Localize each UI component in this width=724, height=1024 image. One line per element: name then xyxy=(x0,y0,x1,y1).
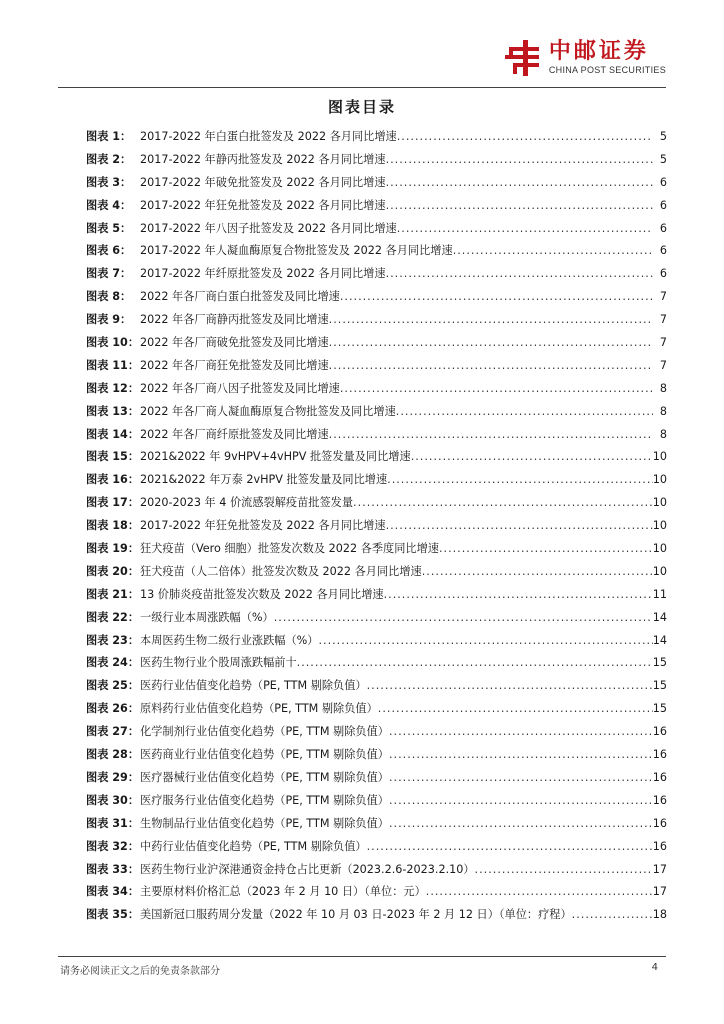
toc-dot-leader xyxy=(329,336,653,349)
toc-dot-leader xyxy=(475,863,653,876)
toc-entry-page: 11 xyxy=(652,587,667,601)
toc-entry[interactable] xyxy=(86,838,667,861)
toc-dot-leader xyxy=(340,382,653,395)
toc-dot-leader xyxy=(386,153,653,166)
toc-entry-label: 图表 4： xyxy=(86,198,132,212)
brand-logo xyxy=(503,38,666,78)
toc-entry[interactable] xyxy=(86,609,667,632)
toc-entry-title: 2022 年各厂商八因子批签发及同比增速 xyxy=(140,381,340,395)
toc-entry-label: 图表 28： xyxy=(86,748,140,762)
toc-entry-page: 17 xyxy=(652,885,667,899)
toc-entry-label: 图表 34： xyxy=(86,885,140,899)
toc-dot-leader xyxy=(386,199,653,212)
toc-entry-page: 7 xyxy=(659,336,667,350)
toc-entry-title: 生物制品行业估值变化趋势（PE, TTM 剔除负值） xyxy=(140,816,389,830)
toc-dot-leader xyxy=(439,542,653,555)
toc-entry-title: 2017-2022 年狂免批签发及 2022 各月同比增速 xyxy=(140,519,386,533)
toc-entry-label: 图表 10： xyxy=(86,336,140,350)
toc-dot-leader xyxy=(386,176,653,189)
toc-entry[interactable] xyxy=(86,426,667,449)
toc-entry-page: 8 xyxy=(659,427,667,441)
toc-entry-title: 2017-2022 年八因子批签发及 2022 各月同比增速 xyxy=(140,221,397,235)
toc-dot-leader xyxy=(389,725,653,738)
toc-entry-title: 2021&2022 年万泰 2vHPV 批签发量及同比增速 xyxy=(140,473,388,487)
toc-entry[interactable] xyxy=(86,471,667,494)
toc-entry-page: 14 xyxy=(652,610,667,624)
header-divider xyxy=(58,87,666,88)
toc-entry[interactable] xyxy=(86,311,667,334)
toc-entry-page: 5 xyxy=(659,130,667,143)
page-header xyxy=(0,0,724,90)
toc-entry-label: 图表 3： xyxy=(86,175,132,189)
toc-entry-page: 6 xyxy=(659,175,667,189)
toc-entry-label: 图表 30： xyxy=(86,793,140,807)
toc-entry[interactable] xyxy=(86,220,667,243)
toc-dot-leader xyxy=(396,405,653,418)
toc-entry-page: 6 xyxy=(659,221,667,235)
toc-entry-page: 10 xyxy=(652,496,667,510)
toc-dot-leader xyxy=(353,496,653,509)
toc-entry-title: 化学制剂行业估值变化趋势（PE, TTM 剔除负值） xyxy=(140,725,389,739)
toc-entry-label: 图表 13： xyxy=(86,404,140,418)
toc-dot-leader xyxy=(378,702,653,715)
toc-dot-leader xyxy=(389,748,653,761)
toc-entry-title: 医疗服务行业估值变化趋势（PE, TTM 剔除负值） xyxy=(140,793,389,807)
toc-entry-page: 15 xyxy=(652,702,667,716)
china-post-logo-icon xyxy=(503,38,543,78)
toc-entry-title: 2017-2022 年静丙批签发及 2022 各月同比增速 xyxy=(140,152,386,166)
toc-entry[interactable] xyxy=(86,265,667,288)
toc-entry-title: 医药行业估值变化趋势（PE, TTM 剔除负值） xyxy=(140,679,367,693)
toc-dot-leader xyxy=(397,222,653,235)
toc-entry[interactable] xyxy=(86,677,667,700)
toc-entry[interactable] xyxy=(86,906,667,929)
toc-dot-leader xyxy=(389,771,653,784)
toc-entry[interactable] xyxy=(86,151,667,174)
toc-entry-page: 6 xyxy=(659,198,667,212)
toc-entry-page: 16 xyxy=(652,793,667,807)
toc-dot-leader xyxy=(422,565,653,578)
toc-entry-page: 16 xyxy=(652,816,667,830)
toc-entry-title: 主要原材料价格汇总（2023 年 2 月 10 日）（单位：元） xyxy=(140,885,426,899)
toc-entry-label: 图表 33： xyxy=(86,862,140,876)
toc-entry-page: 10 xyxy=(652,564,667,578)
toc-entry-label: 图表 29： xyxy=(86,770,140,784)
toc-entry-page: 15 xyxy=(652,656,667,670)
toc-entry-label: 图表 18： xyxy=(86,519,140,533)
toc-entry-title: 本周医药生物二级行业涨跌幅（%） xyxy=(140,633,319,647)
toc-dot-leader xyxy=(397,130,653,143)
toc-entry[interactable] xyxy=(86,288,667,311)
toc-entry-label: 图表 6： xyxy=(86,244,132,258)
toc-entry[interactable] xyxy=(86,654,667,677)
toc-entry[interactable] xyxy=(86,357,667,380)
toc-entry-page: 10 xyxy=(652,542,667,556)
footer-divider xyxy=(58,956,666,957)
toc-entry-page: 16 xyxy=(652,748,667,762)
toc-entry[interactable] xyxy=(86,242,667,265)
toc-entry-title: 2022 年各厂商狂免批签发及同比增速 xyxy=(140,358,329,372)
toc-entry-title: 中药行业估值变化趋势（PE, TTM 剔除负值） xyxy=(140,839,367,853)
toc-entry-label: 图表 24： xyxy=(86,656,140,670)
toc-entry-label: 图表 31： xyxy=(86,816,140,830)
toc-entry-label: 图表 15： xyxy=(86,450,140,464)
toc-dot-leader xyxy=(318,634,652,647)
toc-entry[interactable] xyxy=(86,883,667,906)
toc-dot-leader xyxy=(329,428,653,441)
toc-entry-title: 13 价肺炎疫苗批签发次数及 2022 各月同比增速 xyxy=(140,587,384,601)
toc-title: 图表目录 xyxy=(327,98,396,116)
toc-dot-leader xyxy=(274,611,653,624)
toc-dot-leader xyxy=(389,794,653,807)
toc-entry[interactable] xyxy=(86,632,667,655)
toc-entry-title: 狂犬疫苗（人二倍体）批签发次数及 2022 各月同比增速 xyxy=(140,564,422,578)
toc-entry-label: 图表 21： xyxy=(86,587,140,601)
toc-entry[interactable] xyxy=(86,861,667,884)
toc-entry[interactable] xyxy=(86,586,667,609)
toc-entry-page: 17 xyxy=(652,862,667,876)
footer-page-number: 4 xyxy=(651,962,658,973)
toc-entry[interactable] xyxy=(86,494,667,517)
toc-dot-leader xyxy=(367,840,653,853)
toc-entry-page: 5 xyxy=(659,152,667,166)
toc-dot-leader xyxy=(297,656,653,669)
toc-entry-label: 图表 23： xyxy=(86,633,140,647)
toc-dot-leader xyxy=(387,473,653,486)
toc-entry[interactable] xyxy=(86,128,667,151)
toc-entry-page: 14 xyxy=(652,633,667,647)
toc-entry-page: 7 xyxy=(659,290,667,304)
toc-entry[interactable] xyxy=(86,540,667,563)
toc-entry-label: 图表 19： xyxy=(86,542,140,556)
toc-entry[interactable] xyxy=(86,746,667,769)
toc-entry-label: 图表 8： xyxy=(86,290,132,304)
toc-entry[interactable] xyxy=(86,334,667,357)
toc-dot-leader xyxy=(386,519,653,532)
brand-name-en: CHINA POST SECURITIES xyxy=(548,65,666,75)
toc-dot-leader xyxy=(367,679,653,692)
toc-entry-page: 16 xyxy=(652,770,667,784)
toc-dot-leader xyxy=(386,267,653,280)
toc-entry[interactable] xyxy=(86,723,667,746)
toc-entry-label: 图表 14： xyxy=(86,427,140,441)
toc-entry-title: 2017-2022 年纤原批签发及 2022 各月同比增速 xyxy=(140,267,386,281)
toc-dot-leader xyxy=(389,817,653,830)
toc-entry-title: 2022 年各厂商人凝血酶原复合物批签发及同比增速 xyxy=(140,404,396,418)
toc-entry-title: 2017-2022 年破免批签发及 2022 各月同比增速 xyxy=(140,175,386,189)
toc-entry[interactable] xyxy=(86,700,667,723)
toc-entry-title: 2017-2022 年人凝血酶原复合物批签发及 2022 各月同比增速 xyxy=(140,244,453,258)
toc-entry-title: 医药生物行业沪深港通资金持仓占比更新（2023.2.6-2023.2.10） xyxy=(140,862,475,876)
footer-disclaimer: 请务必阅读正文之后的免责条款部分 xyxy=(60,966,220,977)
toc-dot-leader xyxy=(572,908,653,921)
toc-entry-title: 2022 年各厂商破免批签发及同比增速 xyxy=(140,336,329,350)
toc-entry-title: 狂犬疫苗（Vero 细胞）批签发次数及 2022 各季度同比增速 xyxy=(140,542,439,556)
toc-dot-leader xyxy=(340,290,653,303)
toc-entry-page: 7 xyxy=(659,358,667,372)
toc-dot-leader xyxy=(411,450,653,463)
toc-entry-page: 15 xyxy=(652,679,667,693)
toc-entry-title: 2021&2022 年 9vHPV+4vHPV 批签发量及同比增速 xyxy=(140,450,411,464)
toc-entry-label: 图表 11： xyxy=(86,358,140,372)
toc-dot-leader xyxy=(384,588,653,601)
toc-entry-label: 图表 35： xyxy=(86,908,140,922)
toc-entry-page: 18 xyxy=(652,908,667,922)
toc-entry-label: 图表 17： xyxy=(86,496,140,510)
toc-dot-leader xyxy=(329,359,653,372)
toc-entry[interactable] xyxy=(86,517,667,540)
toc-entry[interactable] xyxy=(86,815,667,838)
toc-entry-title: 一级行业本周涨跌幅（%） xyxy=(140,610,274,624)
toc-entry-page: 16 xyxy=(652,725,667,739)
toc-dot-leader xyxy=(329,313,653,326)
toc-entry-title: 医药生物行业个股周涨跌幅前十 xyxy=(140,656,297,670)
toc-entry-page: 10 xyxy=(652,473,667,487)
toc-entry[interactable] xyxy=(86,448,667,471)
toc-entry-title: 医疗器械行业估值变化趋势（PE, TTM 剔除负值） xyxy=(140,770,389,784)
toc-entry-label: 图表 1： xyxy=(86,130,132,143)
toc-entry-title: 2022 年各厂商静丙批签发及同比增速 xyxy=(140,313,329,327)
toc-entry[interactable] xyxy=(86,197,667,220)
toc-entry[interactable] xyxy=(86,792,667,815)
toc-entry[interactable] xyxy=(86,380,667,403)
toc-entry-title: 2017-2022 年白蛋白批签发及 2022 各月同比增速 xyxy=(140,130,397,143)
toc-entry-page: 8 xyxy=(659,404,667,418)
toc-entry-page: 6 xyxy=(659,244,667,258)
toc-dot-leader xyxy=(426,885,653,898)
toc-entry-label: 图表 25： xyxy=(86,679,140,693)
table-of-figures xyxy=(86,128,667,929)
toc-entry-page: 10 xyxy=(652,450,667,464)
brand-name-cn: 中邮证券 xyxy=(548,39,649,64)
toc-entry-label: 图表 16： xyxy=(86,473,140,487)
toc-entry[interactable] xyxy=(86,563,667,586)
toc-entry-label: 图表 20： xyxy=(86,564,140,578)
toc-entry-label: 图表 12： xyxy=(86,381,140,395)
toc-entry-label: 图表 7： xyxy=(86,267,132,281)
toc-entry-label: 图表 32： xyxy=(86,839,140,853)
toc-entry-title: 美国新冠口服药周分发量（2022 年 10 月 03 日-2023 年 2 月 12 日）（单位：疗程） xyxy=(140,908,572,922)
toc-dot-leader xyxy=(453,244,653,257)
toc-entry[interactable] xyxy=(86,174,667,197)
toc-entry-page: 8 xyxy=(659,381,667,395)
toc-entry-page: 16 xyxy=(652,839,667,853)
toc-entry-title: 2020-2023 年 4 价流感裂解疫苗批签发量 xyxy=(140,496,354,510)
toc-entry-label: 图表 5： xyxy=(86,221,132,235)
toc-entry-title: 2022 年各厂商纤原批签发及同比增速 xyxy=(140,427,329,441)
toc-entry-title: 医药商业行业估值变化趋势（PE, TTM 剔除负值） xyxy=(140,748,389,762)
toc-entry-label: 图表 9： xyxy=(86,313,132,327)
toc-entry-page: 6 xyxy=(659,267,667,281)
toc-entry[interactable] xyxy=(86,769,667,792)
toc-entry-label: 图表 26： xyxy=(86,702,140,716)
toc-entry-label: 图表 2： xyxy=(86,152,132,166)
toc-entry-page: 7 xyxy=(659,313,667,327)
toc-entry-label: 图表 22： xyxy=(86,610,140,624)
toc-entry[interactable] xyxy=(86,403,667,426)
toc-entry-title: 2022 年各厂商白蛋白批签发及同比增速 xyxy=(140,290,340,304)
toc-entry-title: 2017-2022 年狂免批签发及 2022 各月同比增速 xyxy=(140,198,386,212)
toc-entry-page: 10 xyxy=(652,519,667,533)
toc-entry-label: 图表 27： xyxy=(86,725,140,739)
toc-entry-title: 原料药行业估值变化趋势（PE, TTM 剔除负值） xyxy=(140,702,378,716)
